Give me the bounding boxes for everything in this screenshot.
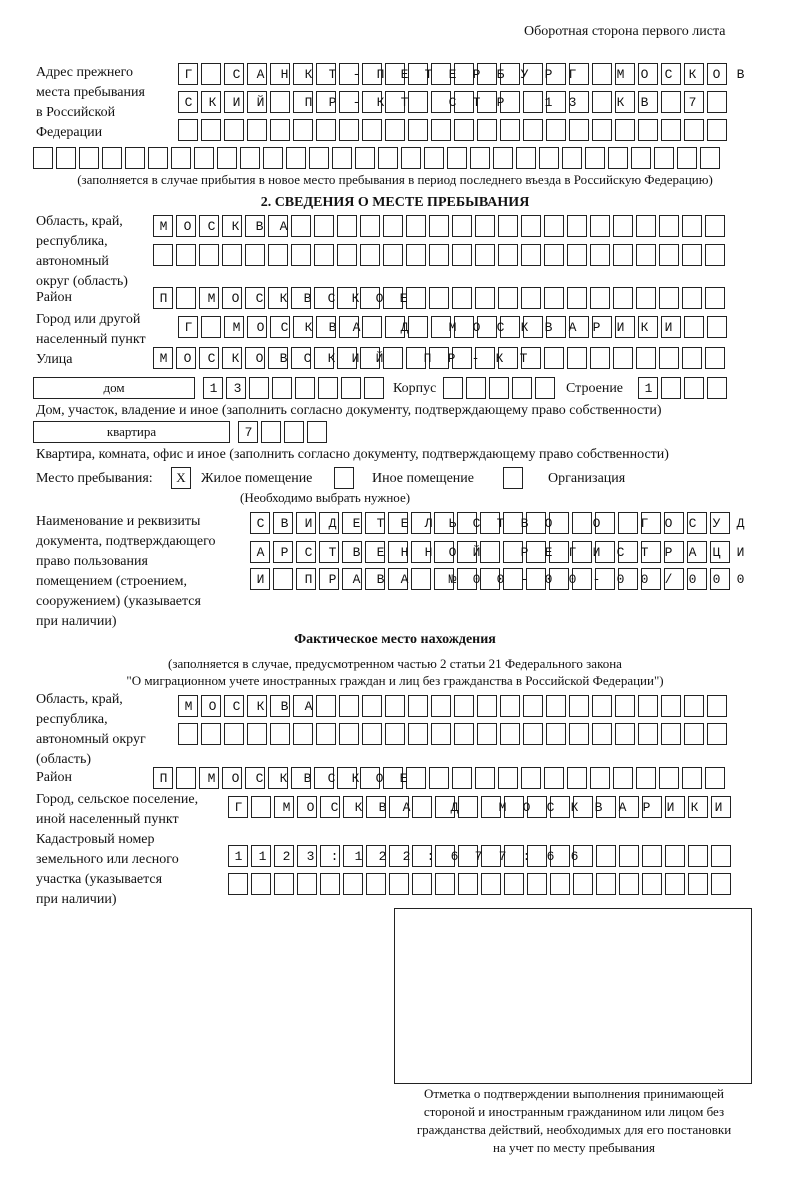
stay-checkbox-residential[interactable]: X	[171, 467, 191, 489]
cell-row-text: 1123:122:677:66	[234, 849, 763, 864]
cell-row-text	[443, 377, 570, 400]
cell-row-text: 1	[644, 381, 741, 396]
prev-address-note: (заполняется в случае прибытия в новое место пребывания в период последнего въезда в Российскую Федерацию)	[77, 172, 713, 187]
stay-checkbox-other[interactable]	[334, 467, 354, 489]
section-2-title: 2. СВЕДЕНИЯ О МЕСТЕ ПРЕБЫВАНИЯ	[260, 195, 530, 210]
confirmation-caption: Отметка о подтверждении выполнения принимающей стороной и иностранным гражданином или лицом без гражданства действий, необходимых для его постановки на учет по месту пребывания	[416, 1086, 732, 1155]
cell-row-text: Г МОСКВА Д МОСКВАРИКИ	[234, 800, 763, 815]
actual-region-label: Область, край, республика, автономный округ (область)	[36, 692, 146, 767]
korpus-label: Корпус	[393, 381, 437, 396]
cell-row-text: И ПРАВА №00-00-00/000	[256, 572, 761, 587]
stay-option-organization: Организация	[548, 471, 626, 486]
prev-address-label: Адрес прежнего места пребывания в Российской Федерации	[36, 65, 145, 140]
region-label: Область, край, республика, автономный округ (область)	[36, 214, 128, 289]
actual-city-label: Город, сельское поселение, иной населенный пункт	[36, 792, 199, 827]
house-type-field[interactable]: дом	[33, 377, 195, 399]
document-label: Наименование и реквизиты документа, подтверждающего право пользования помещением (строением, сооружением) (указывается при наличии)	[36, 514, 216, 629]
cell-row-text: МОСКВА	[159, 219, 760, 234]
flat-note: Квартира, комната, офис и иное (заполнить согласно документу, подтверждающему право собственности)	[36, 447, 669, 462]
actual-note-2: "О миграционном учете иностранных граждан и лиц без гражданства в Российской Федерации")	[126, 673, 664, 688]
stay-checkbox-organization[interactable]	[503, 467, 523, 489]
cell-row-text: МОСКОВСКИЙ ПР-КТ	[159, 351, 760, 366]
actual-district-label: Район	[36, 770, 72, 785]
cell-row-text	[178, 723, 761, 746]
stay-label: Место пребывания:	[36, 471, 153, 486]
actual-note-1: (заполняется в случае, предусмотренном частью 2 статьи 21 Федерального закона	[168, 656, 622, 671]
cell-row-text	[228, 873, 763, 896]
stay-note: (Необходимо выбрать нужное)	[240, 490, 411, 505]
cell-row-text: П МОСКВСКОЕ	[159, 291, 760, 306]
cell-row-text: АРСТВЕННОЙ РЕГИСТРАЦИ	[256, 545, 761, 560]
cell-row-text	[33, 147, 760, 170]
page-header: Оборотная сторона первого листа	[524, 24, 726, 39]
house-note: Дом, участок, владение и иное (заполнить согласно документу, подтверждающему право собственности)	[36, 403, 662, 418]
stay-option-residential: Жилое помещение	[201, 471, 313, 486]
street-label: Улица	[36, 352, 73, 367]
cell-row-text: Г САНКТ-ПЕТЕРБУРГ МОСКОВ	[184, 67, 761, 82]
flat-type-field[interactable]: квартира	[33, 421, 230, 443]
building-label: Строение	[566, 381, 624, 396]
stay-option-other: Иное помещение	[372, 471, 474, 486]
cell-row-text: СКИЙ ПР-КТ СТР 13 КВ 7	[184, 95, 761, 110]
cell-row-text	[153, 244, 760, 267]
cell-row-text: СВИДЕТЕЛЬСТВО О ГОСУД	[256, 516, 761, 531]
cell-row-text: МОСКВА	[184, 699, 761, 714]
cell-row-text: 13	[209, 381, 402, 396]
actual-location-title: Фактическое место нахождения	[294, 632, 496, 647]
cell-row-text: Г МОСКВА Д МОСКВАРИКИ	[184, 320, 761, 335]
district-label: Район	[36, 290, 72, 305]
cadastre-label: Кадастровый номер земельного или лесного участка (указывается при наличии)	[36, 832, 179, 907]
cell-row-text: П МОСКВСКОЕ	[159, 771, 760, 786]
city-label: Город или другой населенный пункт	[36, 312, 146, 347]
confirmation-stamp-box	[394, 908, 752, 1084]
cell-row-text	[178, 119, 761, 142]
cell-row-text: 7	[244, 425, 341, 440]
